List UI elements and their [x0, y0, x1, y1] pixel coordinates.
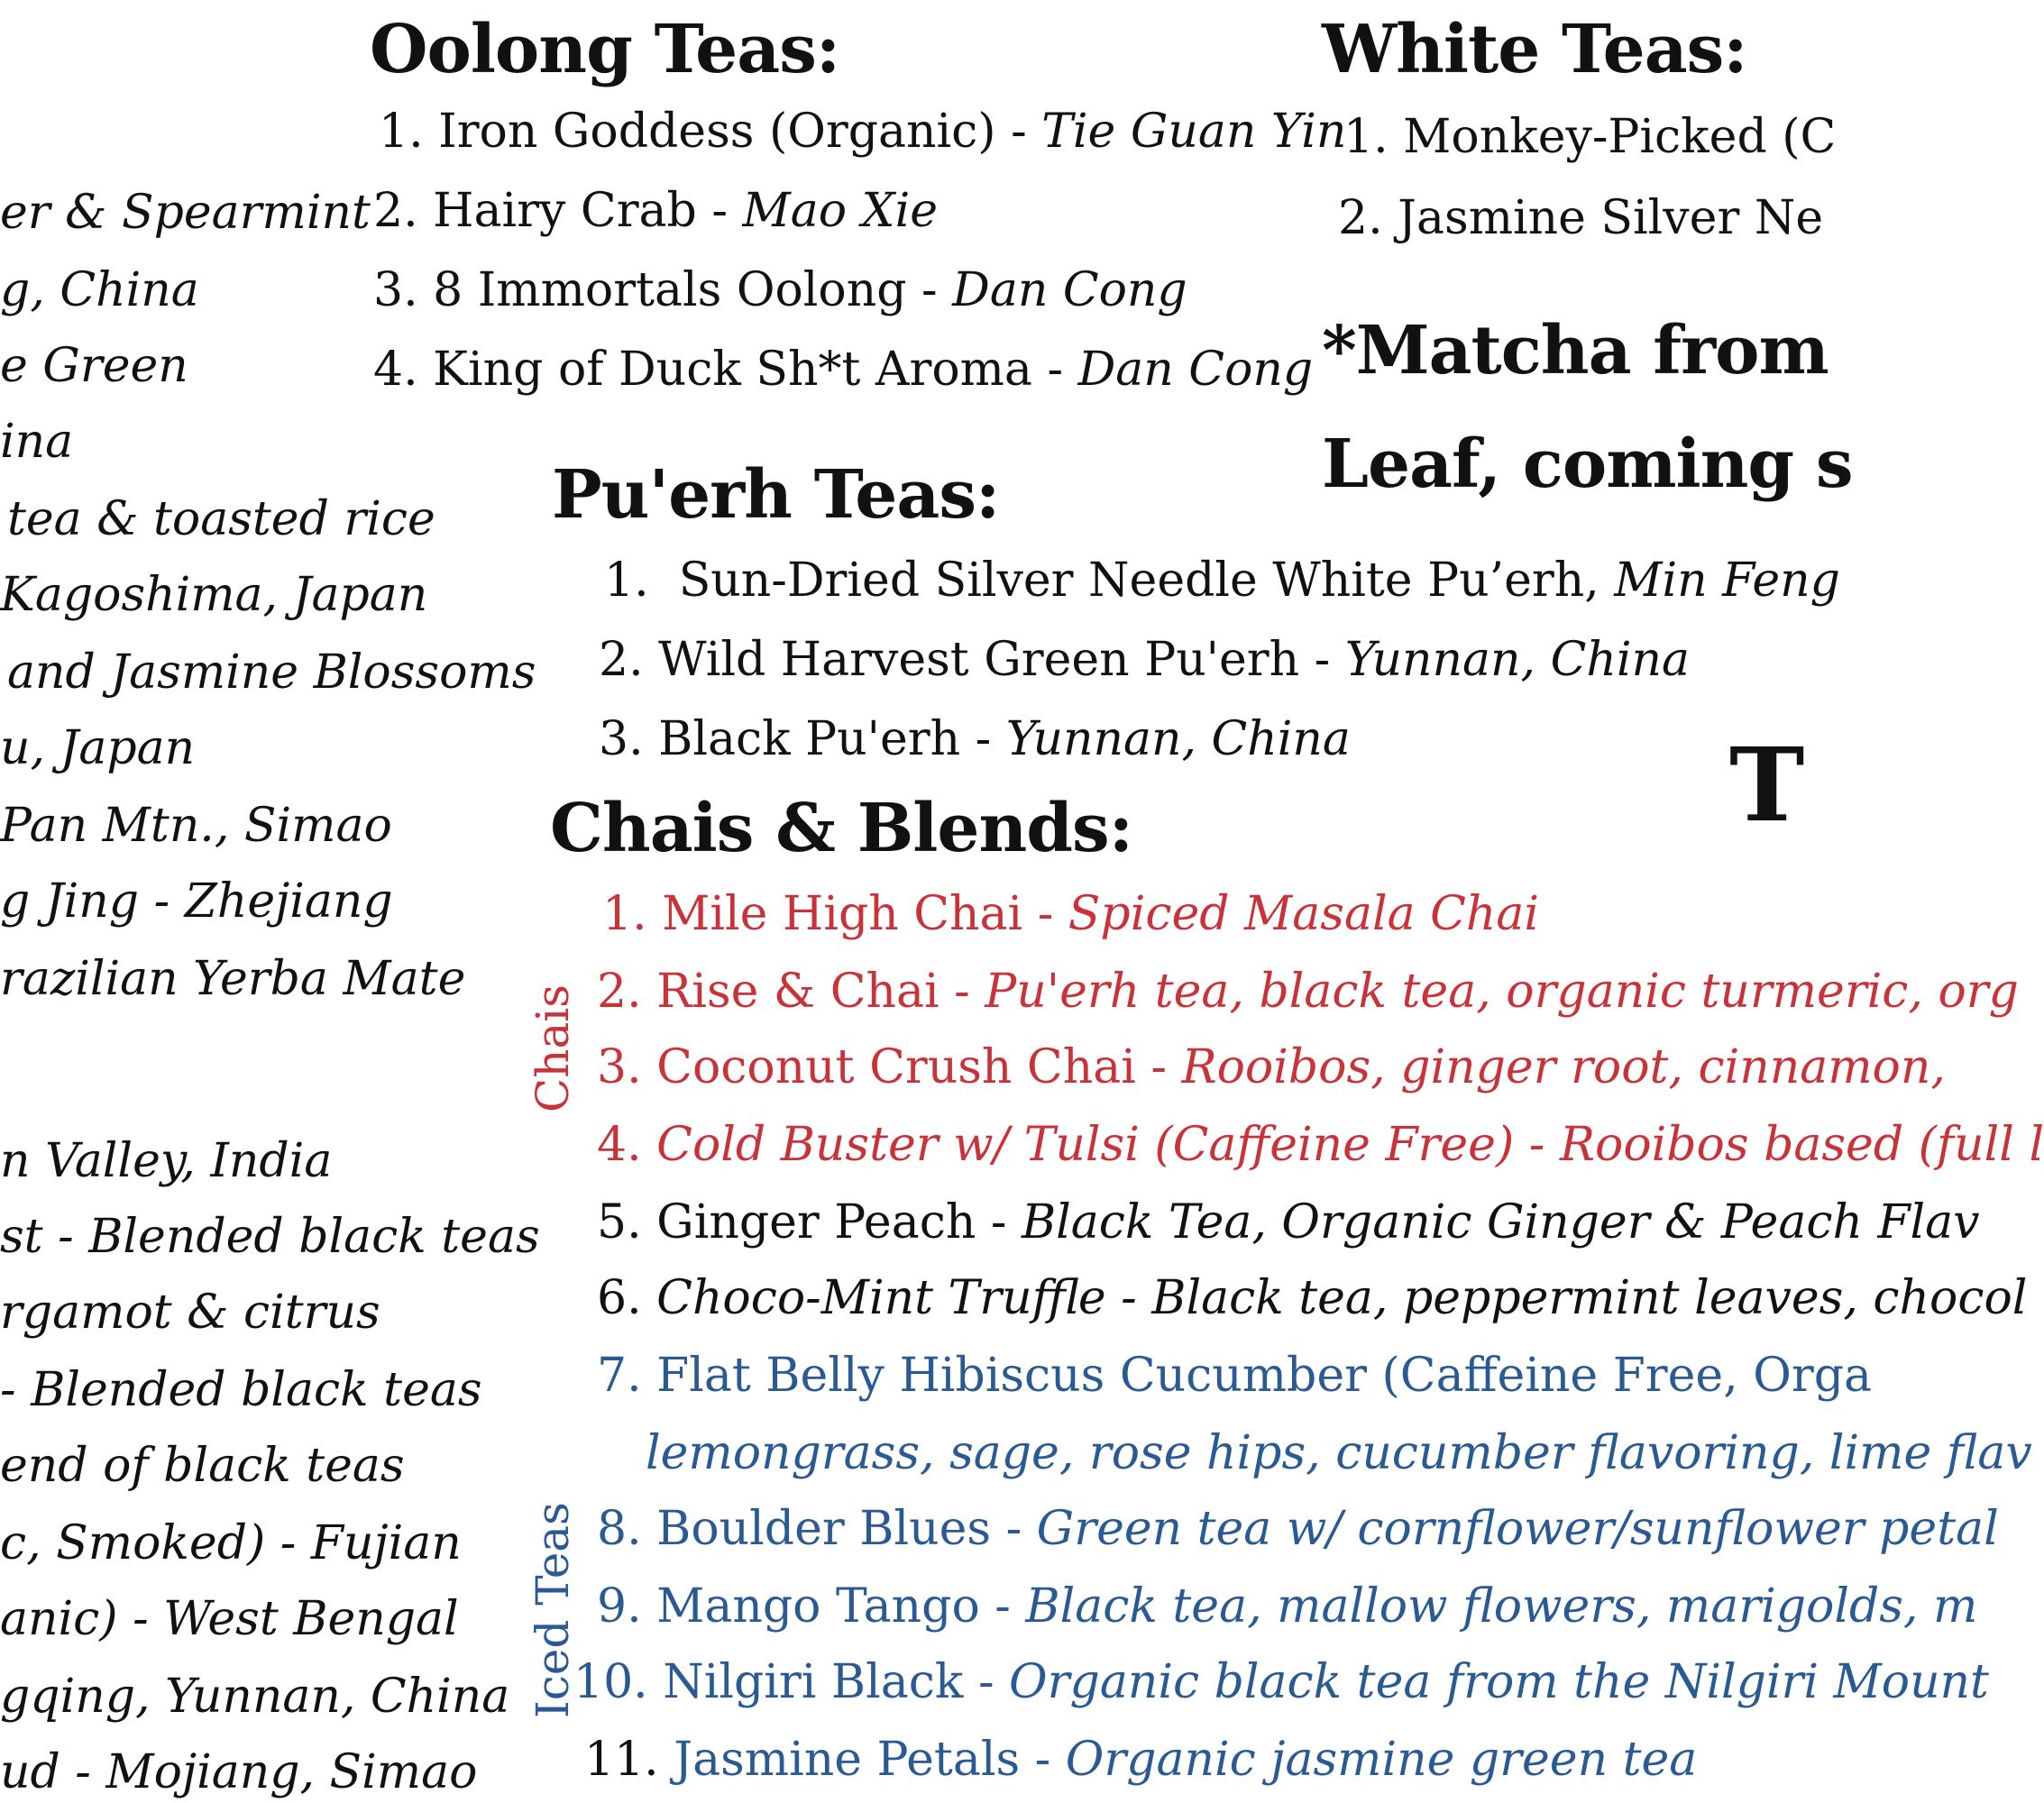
item-note: Black tea, mallow flowers, marigolds, m	[1025, 1579, 1978, 1634]
blend-item	[573, 1655, 1989, 1709]
puerh-heading: Pu'erh Teas:	[552, 456, 1000, 534]
oolong-item	[373, 343, 1314, 397]
item-note: Dan Cong	[952, 263, 1187, 317]
matcha-note-line2: Leaf, coming s	[1322, 426, 1853, 503]
item-number: 9.	[597, 1579, 642, 1634]
item-name: Nilgiri Black -	[663, 1655, 1010, 1709]
left-line: razilian Yerba Mate	[0, 952, 466, 1006]
item-number: 8.	[597, 1502, 642, 1556]
left-line: gqing, Yunnan, China	[0, 1670, 510, 1724]
item-note: Pu'erh tea, black tea, organic turmeric, org	[985, 965, 2019, 1019]
white-item	[1343, 110, 1837, 164]
oolong-item	[373, 263, 1187, 317]
item-number: 1.	[604, 554, 649, 608]
item-number: 6.	[597, 1271, 642, 1325]
item-name: Black Pu'erh -	[658, 712, 1006, 766]
blend-item-continuation	[646, 1426, 2032, 1480]
blends-heading: Chais & Blends:	[550, 790, 1133, 867]
left-line: e Green	[0, 339, 188, 393]
oolong-heading: Oolong Teas:	[370, 11, 840, 88]
item-number: 3.	[599, 712, 644, 766]
left-line: g, China	[0, 263, 199, 317]
item-name: Mango Tango -	[656, 1579, 1026, 1634]
item-name: Iron Goddess (Organic) -	[438, 105, 1042, 159]
item-name: Jasmine Silver Ne	[1398, 191, 1824, 245]
item-note: Spiced Masala Chai	[1068, 887, 1540, 941]
item-note: Rooibos based (full l	[1559, 1118, 2044, 1172]
blend-item	[602, 887, 1540, 941]
left-line: st - Blended black teas	[0, 1210, 540, 1264]
blend-item	[597, 965, 2019, 1019]
left-line: and Jasmine Blossoms	[7, 645, 536, 700]
item-number: 5.	[597, 1195, 642, 1249]
left-line: c, Smoked) - Fujian	[0, 1516, 462, 1570]
item-name: 8 Immortals Oolong -	[433, 263, 953, 317]
left-line: anic) - West Bengal	[0, 1592, 459, 1646]
item-note: lemongrass, sage, rose hips, cucumber flavoring, lime flav	[646, 1426, 2032, 1480]
item-number: 11.	[584, 1733, 659, 1787]
item-name: Jasmine Petals -	[674, 1733, 1066, 1787]
cropped-heading-letter: T	[1729, 727, 1805, 845]
item-note: Yunnan, China	[1344, 633, 1690, 687]
item-name: Wild Harvest Green Pu'erh -	[658, 633, 1345, 687]
blend-item	[597, 1195, 1980, 1249]
item-number: 1.	[1343, 110, 1389, 164]
left-line: ud - Mojiang, Simao	[0, 1745, 478, 1799]
left-line: rgamot & citrus	[0, 1286, 380, 1340]
item-number: 4.	[597, 1118, 642, 1172]
white-item	[1338, 191, 1824, 245]
item-note: Organic black tea from the Nilgiri Mount	[1009, 1655, 1989, 1709]
item-number: 2.	[1338, 191, 1383, 245]
oolong-item	[373, 184, 938, 238]
item-name: Hairy Crab -	[433, 184, 743, 238]
item-number: 1.	[379, 105, 424, 159]
puerh-item	[599, 633, 1690, 687]
left-line: n Valley, India	[0, 1134, 333, 1188]
item-number: 2.	[599, 633, 644, 687]
oolong-item	[379, 105, 1347, 159]
white-heading: White Teas:	[1322, 11, 1747, 88]
item-number: 1.	[602, 887, 647, 941]
item-number: 3.	[373, 263, 418, 317]
left-line: ina	[0, 415, 74, 469]
item-note: Green tea w/ cornflower/sunflower petal	[1036, 1502, 1999, 1556]
left-line: Kagoshima, Japan	[0, 568, 428, 622]
item-name: King of Duck Sh*t Aroma -	[433, 343, 1078, 397]
puerh-item	[599, 712, 1351, 766]
item-number: 2.	[597, 965, 642, 1019]
item-name: Monkey-Picked (C	[1403, 110, 1837, 164]
blend-item	[597, 1040, 1946, 1094]
left-line: Pan Mtn., Simao	[0, 799, 392, 853]
blend-item	[584, 1733, 1698, 1787]
item-note: Black tea, peppermint leaves, chocol	[1151, 1271, 2028, 1325]
item-number: 2.	[373, 184, 418, 238]
left-line: er & Spearmint	[0, 186, 371, 240]
puerh-item	[604, 554, 1840, 608]
iced-teas-side-label: Iced Teas	[527, 1502, 579, 1718]
left-line: tea & toasted rice	[7, 492, 435, 546]
blend-item	[597, 1579, 1978, 1634]
item-name: Cold Buster w/ Tulsi (Caffeine Free) -	[656, 1118, 1560, 1172]
blend-item	[597, 1502, 1999, 1556]
item-number: 4.	[373, 343, 418, 397]
chais-side-label: Chais	[527, 984, 579, 1112]
item-name: Sun-Dried Silver Needle White Pu’erh,	[678, 554, 1615, 608]
item-name: Rise & Chai -	[656, 965, 985, 1019]
item-note: Mao Xie	[742, 184, 938, 238]
left-line: u, Japan	[0, 721, 196, 775]
left-line: - Blended black teas	[0, 1363, 482, 1417]
item-number: 7.	[597, 1349, 642, 1403]
item-name: Ginger Peach -	[656, 1195, 1022, 1249]
matcha-note-line1: *Matcha from	[1322, 312, 1829, 389]
item-name: Flat Belly Hibiscus Cucumber (Caffeine Free, Orga	[656, 1349, 1873, 1403]
item-note: Black Tea, Organic Ginger & Peach Flav	[1021, 1195, 1980, 1249]
item-note: Yunnan, China	[1005, 712, 1351, 766]
left-line: end of black teas	[0, 1439, 405, 1493]
item-note: Tie Guan Yin	[1041, 105, 1347, 159]
blend-item	[597, 1118, 2044, 1172]
item-name: Boulder Blues -	[656, 1502, 1037, 1556]
item-number: 3.	[597, 1040, 642, 1094]
item-note: Organic jasmine green tea	[1065, 1733, 1698, 1787]
item-note: Min Feng	[1614, 554, 1840, 608]
item-note: Dan Cong	[1077, 343, 1314, 397]
item-number: 10.	[573, 1655, 648, 1709]
blend-item	[597, 1271, 2028, 1325]
item-note: Rooibos, ginger root, cinnamon,	[1181, 1040, 1946, 1094]
left-line: g Jing - Zhejiang	[0, 874, 393, 929]
item-name: Coconut Crush Chai -	[656, 1040, 1182, 1094]
blend-item	[597, 1349, 1873, 1403]
item-name: Choco-Mint Truffle -	[656, 1271, 1152, 1325]
item-name: Mile High Chai -	[662, 887, 1068, 941]
